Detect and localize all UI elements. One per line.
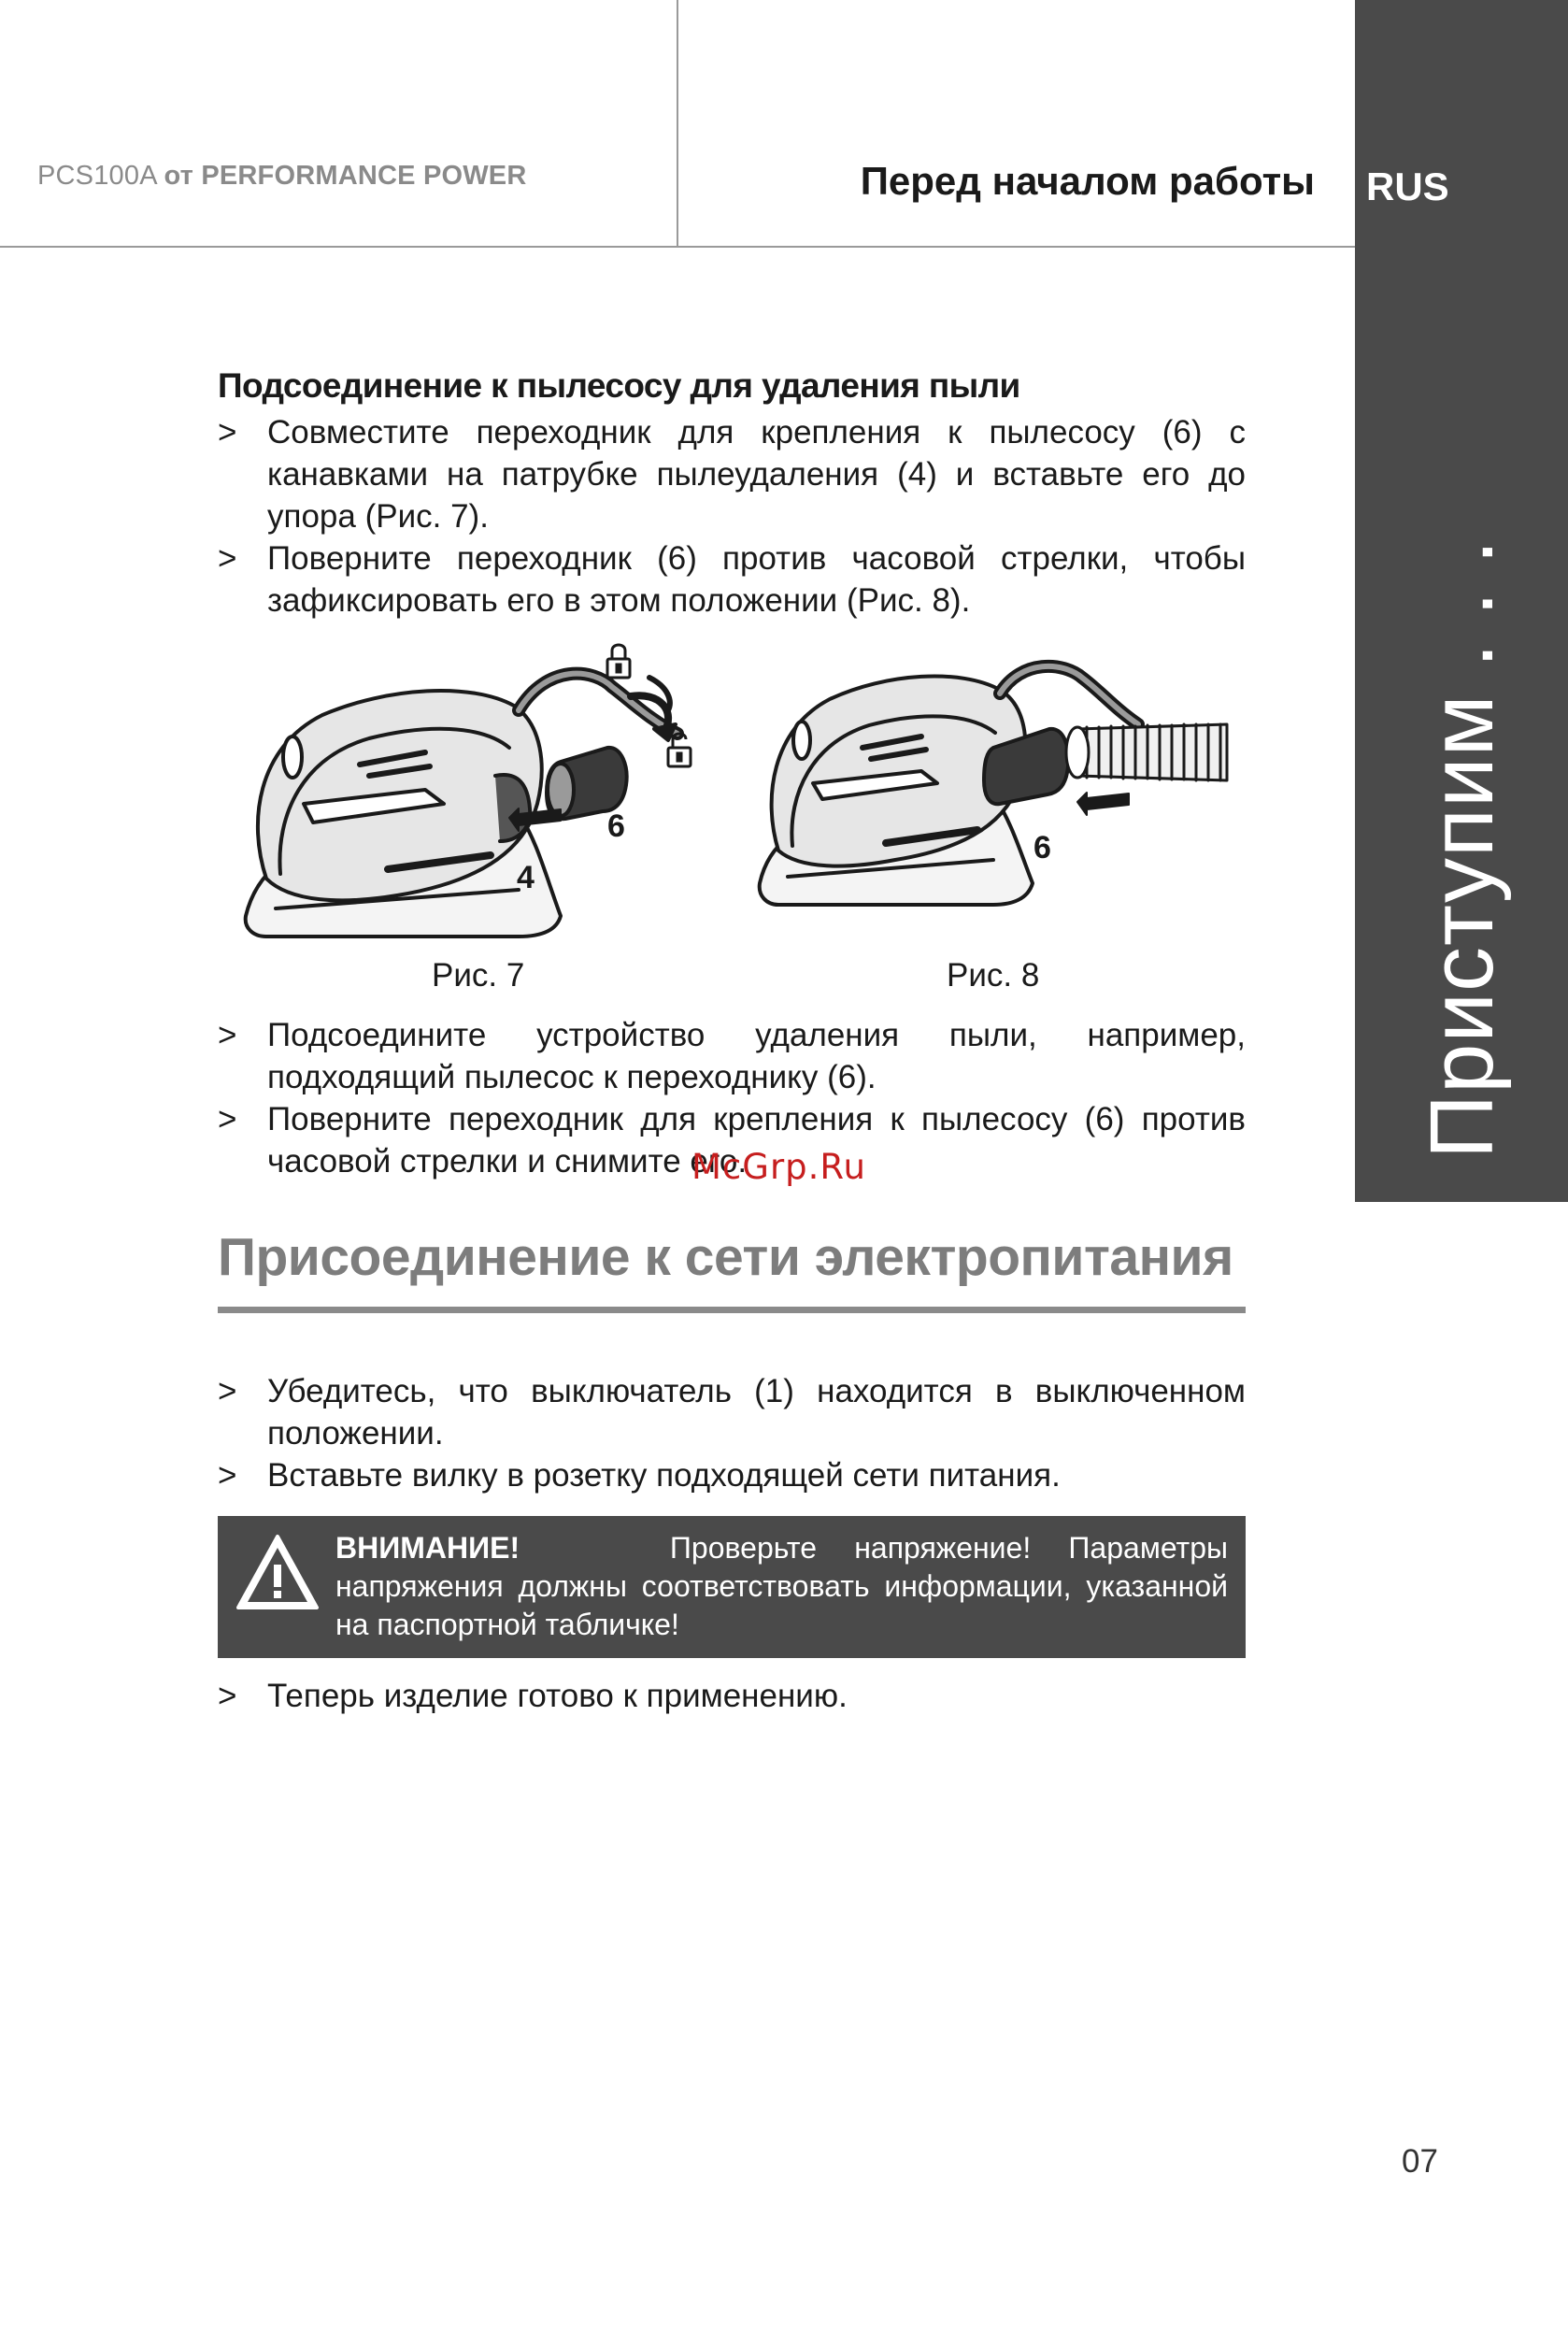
figure-7-illustration: [238, 636, 715, 953]
page-number: 07: [1402, 2143, 1438, 2180]
step-text: Теперь изделие готово к применению.: [267, 1678, 848, 1714]
lock-closed-icon: [607, 645, 630, 678]
step-text: Поверните переходник (6) против часовой стрелки, чтобы зафиксировать его в этом положении (Рис. 8).: [267, 540, 1246, 619]
warning-label: ВНИМАНИЕ!: [335, 1531, 520, 1565]
heading-rule: [218, 1307, 1246, 1313]
page-title: Перед началом работы: [860, 159, 1315, 203]
step-text: Совместите переходник для крепления к пылесосу (6) с канавками на патрубке пылеудаления (4) и вставьте его до упора (Рис. 7).: [267, 414, 1246, 535]
bullet-marker: >: [218, 540, 237, 577]
header-divider-vertical: [677, 0, 678, 246]
figure-8-caption: Рис. 8: [947, 957, 1040, 994]
warning-box: [218, 1516, 1246, 1658]
bullet-marker: >: [218, 1101, 237, 1137]
language-tab: RUS: [1366, 164, 1449, 208]
step-text: Подсоедините устройство удаления пыли, например, подходящий пылесос к переходнику (6).: [267, 1017, 1246, 1095]
push-arrow-icon: [509, 808, 561, 831]
dust-heading: Подсоединение к пылесосу для удаления пыли: [218, 366, 1020, 405]
side-section-label: Приступим . . .: [1412, 538, 1512, 1159]
figure-7-caption: Рис. 7: [432, 957, 525, 994]
brand-name: PERFORMANCE POWER: [201, 161, 527, 191]
bullet-marker: >: [218, 1373, 237, 1409]
vacuum-hose: [1066, 724, 1227, 780]
bullet-marker: >: [218, 1457, 237, 1494]
header-product: [37, 161, 527, 192]
callout-6: 6: [1033, 830, 1051, 865]
step-text: Убедитесь, что выключатель (1) находится в выключенном положении.: [267, 1373, 1246, 1452]
callout-6: 6: [607, 808, 625, 844]
warning-triangle-icon: [233, 1531, 322, 1613]
warning-message: Проверьте напряжение! Параметры напряжения должны соответствовать информации, указанной на паспортной табличке!: [335, 1531, 1229, 1641]
by-word: от: [164, 161, 194, 191]
watermark: McGrp.Ru: [691, 1147, 866, 1187]
bullet-marker: >: [218, 1678, 237, 1714]
dust-port: [495, 775, 530, 841]
bullet-marker: >: [218, 1017, 237, 1053]
power-heading: Присоединение к сети электропитания: [218, 1227, 1233, 1287]
bullet-marker: >: [218, 414, 237, 450]
model-number: PCS100A: [37, 161, 157, 191]
step-text: Вставьте вилку в розетку подходящей сети питания.: [267, 1457, 1061, 1494]
callout-4: 4: [517, 860, 535, 895]
push-arrow-icon: [1077, 793, 1129, 815]
step-text: Поверните переходник для крепления к пылесосу (6) против часовой стрелки и снимите его.: [267, 1101, 1246, 1180]
warning-text: [335, 1529, 1228, 1644]
figure-8-illustration: [755, 636, 1232, 916]
header-divider-horizontal: [0, 246, 1355, 248]
